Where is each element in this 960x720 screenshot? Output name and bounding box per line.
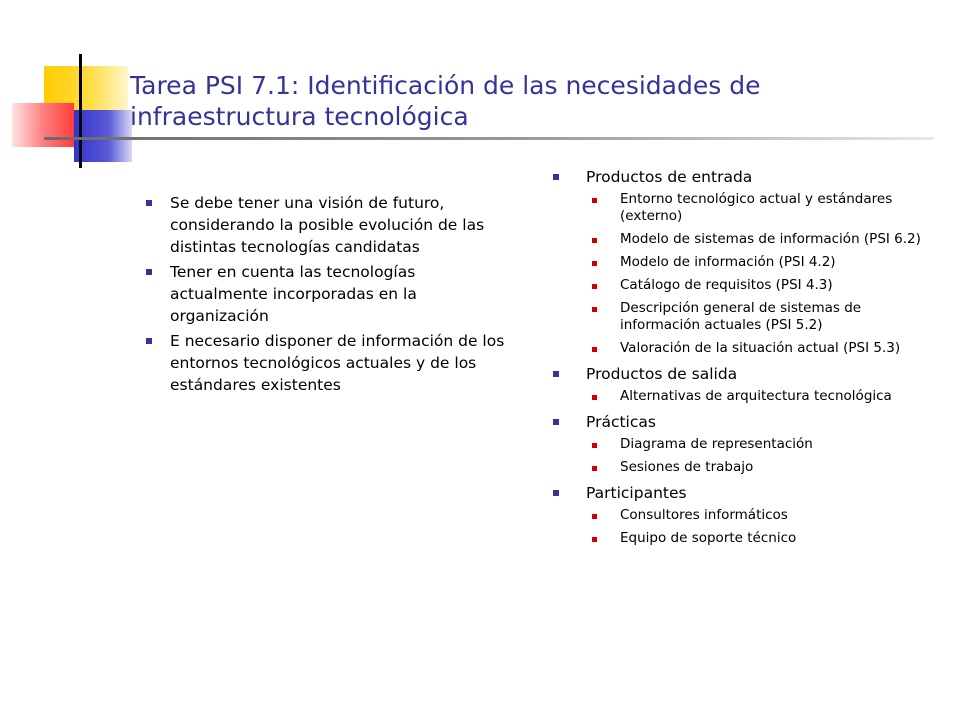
section-participantes [548,482,938,547]
list-item: Entorno tecnológico actual y estándares (externo) [586,191,938,225]
list-item: Modelo de información (PSI 4.2) [586,254,938,271]
right-bullet-list [548,166,938,553]
sub-list [586,507,938,547]
list-item: Descripción general de sistemas de información actuales (PSI 5.2) [586,300,938,334]
sub-list [586,436,938,476]
section-heading: Participantes [586,484,687,502]
section-productos-entrada [548,166,938,357]
list-item: Valoración de la situación actual (PSI 5.3) [586,340,938,357]
corner-decoration [0,0,140,170]
list-item: Tener en cuenta las tecnologías actualmente incorporadas en la organización [140,261,510,327]
list-item: Modelo de sistemas de información (PSI 6.2) [586,231,938,248]
list-item: Catálogo de requisitos (PSI 4.3) [586,277,938,294]
section-heading: Prácticas [586,413,656,431]
section-heading: Productos de salida [586,365,738,383]
sub-list [586,388,938,405]
list-item: E necesario disponer de información de los entornos tecnológicos actuales y de los estándares existentes [140,330,510,396]
list-item: Equipo de soporte técnico [586,530,938,547]
left-bullet-list [140,192,510,399]
section-heading: Productos de entrada [586,168,753,186]
slide-title: Tarea PSI 7.1: Identificación de las necesidades de infraestructura tecnológica [130,71,761,131]
deco-vertical-line [79,54,82,168]
deco-red-block [12,103,74,147]
list-item: Consultores informáticos [586,507,938,524]
sub-list [586,191,938,357]
list-item: Sesiones de trabajo [586,459,938,476]
list-item: Diagrama de representación [586,436,938,453]
list-item: Se debe tener una visión de futuro, considerando la posible evolución de las distintas tecnologías candidatas [140,192,510,258]
section-practicas [548,411,938,476]
list-item: Alternativas de arquitectura tecnológica [586,388,938,405]
title-underline [44,137,934,140]
section-productos-salida [548,363,938,405]
deco-blue-block [74,110,132,162]
